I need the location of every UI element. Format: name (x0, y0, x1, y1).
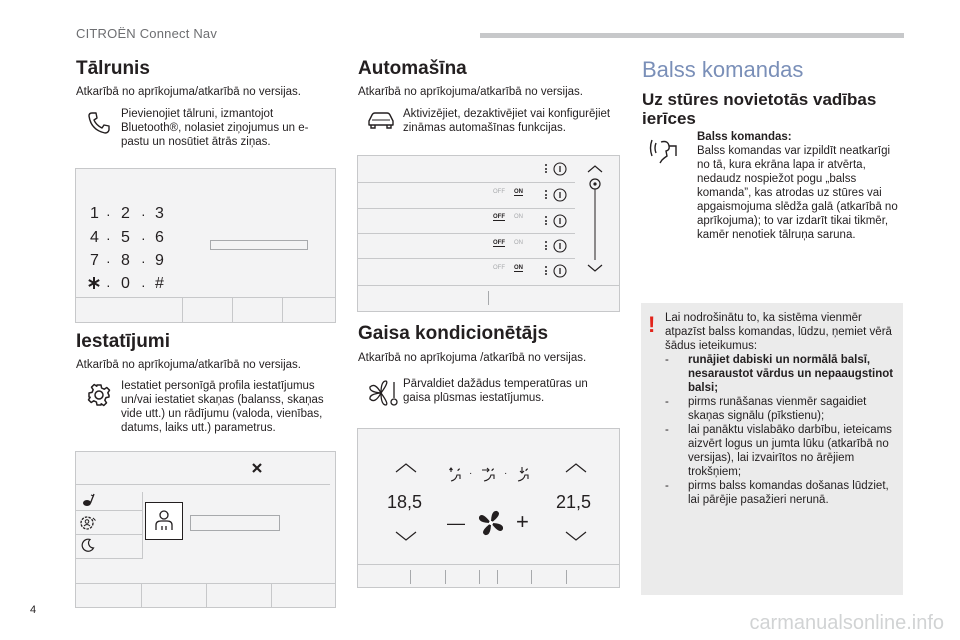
temp-right-down-icon[interactable] (564, 530, 588, 542)
airflow-face-icon[interactable] (480, 465, 500, 483)
tip-item: - pirms balss komandas došanas lūdziet, lai pārējie pasažieri nerunā. (665, 480, 889, 506)
fan-decrease-button[interactable]: — (447, 513, 465, 533)
settings-gear-icon (86, 382, 112, 408)
settings-availability: Atkarībā no aprīkojuma/atkarībā no versijas. (76, 359, 302, 371)
vehicle-row-2-menu[interactable] (545, 190, 548, 201)
vehicle-description: Aktivizējiet, dezaktivējiet vai konfigurējiet zināmas automašīnas funkcijas. (403, 108, 611, 134)
header-bar (480, 33, 904, 38)
profile-settings-icon[interactable] (79, 515, 97, 531)
page-number: 4 (30, 604, 37, 616)
asterisk-icon[interactable] (87, 276, 101, 290)
temp-right-up-icon[interactable] (564, 462, 588, 474)
key-9[interactable]: 9 (155, 252, 164, 269)
climate-availability: Atkarībā no aprīkojuma /atkarībā no versijas. (358, 352, 587, 364)
key-7[interactable]: 7 (90, 252, 99, 269)
vehicle-row-4-menu[interactable] (545, 241, 548, 252)
voice-label: Balss komandas: (697, 131, 792, 143)
tips-text (665, 311, 895, 507)
temp-left-value: 18,5 (387, 492, 423, 512)
key-2[interactable]: 2 (121, 205, 130, 222)
vehicle-availability: Atkarībā no aprīkojuma/atkarībā no versijas. (358, 86, 584, 98)
key-3[interactable]: 3 (155, 205, 164, 222)
climate-title: Gaisa kondicionētājs (358, 323, 549, 344)
person-icon (152, 508, 176, 534)
info-icon[interactable] (553, 214, 567, 228)
fan-increase-button[interactable]: + (516, 509, 529, 534)
temp-left-down-icon[interactable] (394, 530, 418, 542)
vehicle-toggle-2[interactable]: OFF ON (493, 214, 523, 220)
vehicle-toggle-1[interactable]: OFF ON (493, 189, 523, 195)
climate-icon (367, 378, 401, 408)
phone-availability: Atkarībā no aprīkojuma/atkarībā no versijas. (76, 86, 302, 98)
key-hash[interactable]: # (155, 275, 164, 292)
watermark: carmanualsonline.info (749, 612, 944, 634)
header-title: CITROËN Connect Nav (76, 26, 218, 41)
warning-icon: ! (648, 312, 656, 337)
voice-description: Balss komandas var izpildīt neatkarīgi no tā, kura ekrāna lapa ir atvērta, nedaudz nospiežot pogu „balss komanda”, kas atrodas uz stūres vai apgaismojuma slēdža galā (atkarībā no aprīkojuma); to var izdarīt tikai tikmēr, kamēr nenotiek tālruņa saruna. (697, 145, 898, 241)
tools-icon[interactable] (251, 462, 263, 474)
info-icon[interactable] (553, 188, 567, 202)
temp-right-value: 21,5 (556, 492, 592, 512)
phone-description: Pievienojiet tālruni, izmantojot Bluetooth®, nolasiet ziņojumus un e-pastu un nosūtiet ātrās ziņas. (121, 108, 309, 148)
phone-icon (86, 110, 112, 136)
info-icon[interactable] (553, 264, 567, 278)
key-4[interactable]: 4 (90, 229, 99, 246)
voice-title: Balss komandas (642, 57, 804, 82)
vehicle-toggle-3[interactable]: OFF ON (493, 240, 523, 246)
airflow-windscreen-icon[interactable] (448, 465, 466, 483)
key-1[interactable]: 1 (90, 205, 99, 222)
info-icon[interactable] (553, 162, 567, 176)
fan-icon (476, 508, 506, 538)
music-note-icon[interactable] (81, 492, 97, 508)
info-icon[interactable] (553, 239, 567, 253)
key-6[interactable]: 6 (155, 229, 164, 246)
key-8[interactable]: 8 (121, 252, 130, 269)
vehicle-row-1-menu[interactable] (545, 164, 548, 175)
settings-title: Iestatījumi (76, 331, 170, 352)
phone-screen-divider (75, 297, 336, 298)
key-5[interactable]: 5 (121, 229, 130, 246)
vehicle-scrollbar[interactable] (584, 162, 606, 276)
car-icon (366, 110, 396, 132)
vehicle-row-5-menu[interactable] (545, 266, 548, 277)
settings-description: Iestatiet personīgā profila iestatījumus un/vai iestatiet skaņas (balanss, skaņas vide utt.) un rādījumu (valoda, vienības, datums, laiks utt.) parametrus. (121, 380, 324, 434)
tip-item: - runājiet dabiski un normālā balsī, nesaraustot vārdus un nepaaugstinot balsi; (665, 354, 894, 394)
phone-number-field[interactable] (210, 240, 308, 250)
key-0[interactable]: 0 (121, 275, 130, 292)
vehicle-title: Automašīna (358, 58, 467, 79)
moon-icon[interactable] (81, 538, 95, 552)
airflow-feet-icon[interactable] (514, 465, 534, 483)
temp-left-up-icon[interactable] (394, 462, 418, 474)
tips-intro: Lai nodrošinātu to, ka sistēma vienmēr atpazīst balss komandas, lūdzu, ņemiet vērā šādus ieteikumus: (665, 312, 892, 352)
profile-name-field[interactable] (190, 515, 280, 531)
climate-description: Pārvaldiet dažādus temperatūras un gaisa plūsmas iestatījumus. (403, 378, 588, 404)
tip-item: - lai panāktu vislabāko darbību, ieteicams aizvērt logus un jumta lūku (atkarībā no versijas), lai izvairītos no ārējiem trokšņiem; (665, 424, 892, 478)
phone-title: Tālrunis (76, 58, 150, 79)
vehicle-row-3-menu[interactable] (545, 216, 548, 227)
voice-subtitle: Uz stūres novietotās vadības ierīces (642, 90, 877, 128)
voice-command-icon (648, 136, 684, 166)
tip-item: - pirms runāšanas vienmēr sagaidiet skaņas signālu (pīkstienu); (665, 396, 867, 422)
vehicle-toggle-4[interactable]: OFF ON (493, 265, 523, 271)
